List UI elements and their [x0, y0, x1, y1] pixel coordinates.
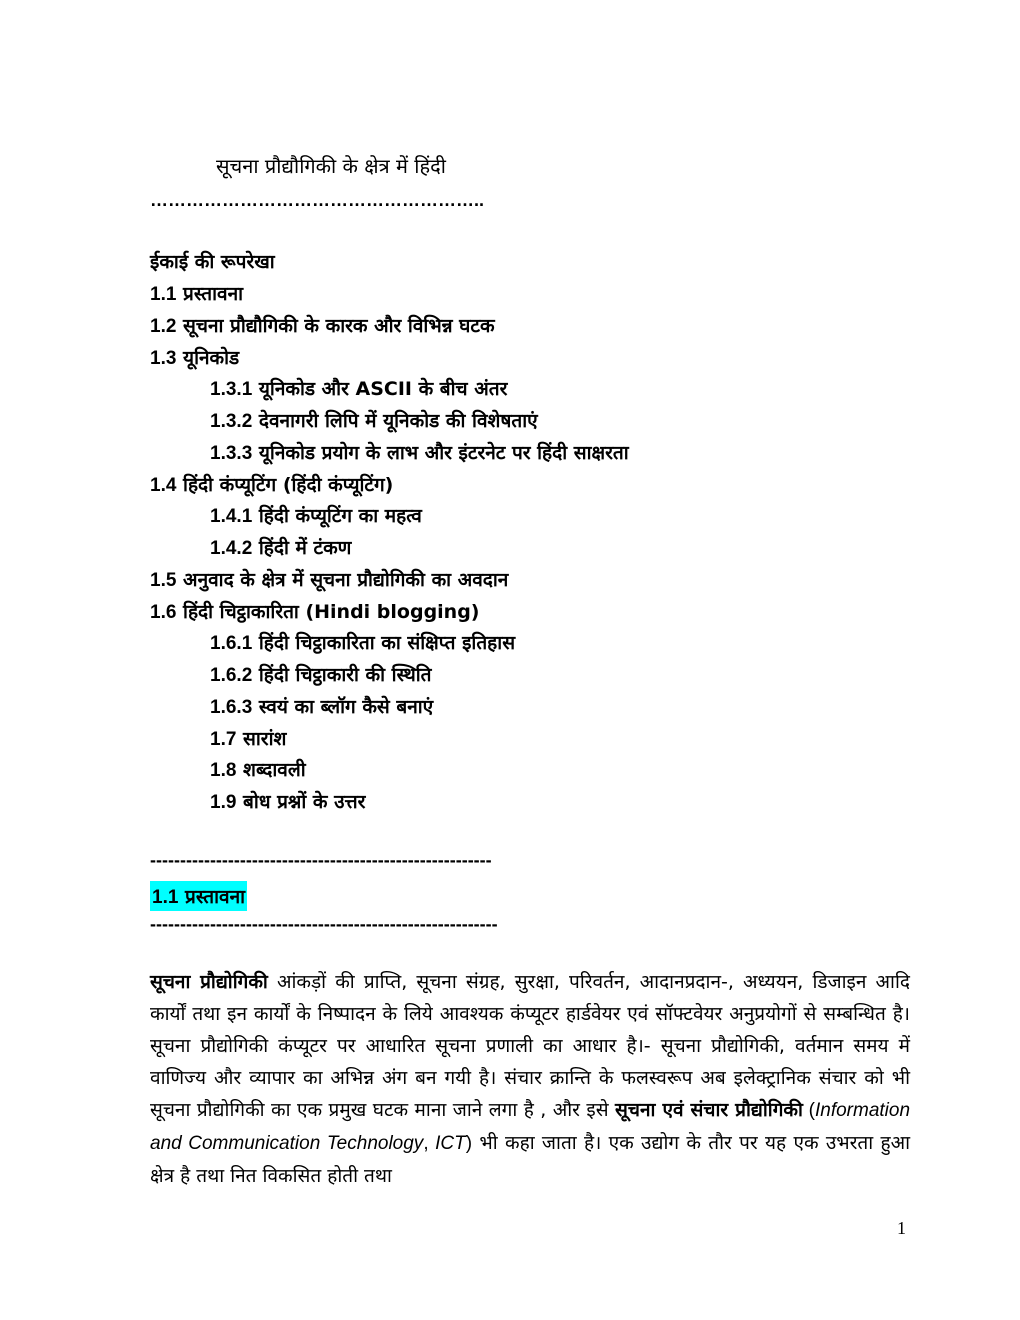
toc-item-number: 1.6.2: [210, 665, 253, 686]
toc-item: [150, 660, 850, 692]
toc-item-text: सूचना प्रौद्यौगिकी के कारक और विभिन्न घटक: [183, 314, 495, 337]
page-number: 1: [897, 1218, 906, 1238]
title-underline-dots: ………………………………………………..: [150, 190, 485, 210]
toc-item: [150, 438, 850, 470]
toc-item: [150, 533, 850, 565]
paren-close: ): [465, 1133, 473, 1154]
toc-item-text: हिंदी कंप्यूटिंग का महत्व: [258, 505, 422, 528]
toc-item-text: हिंदी चिट्ठाकारी की स्थिति: [258, 664, 432, 686]
toc-item: [150, 755, 850, 787]
paragraph-part2: भी कहा जाता है। एक उद्योग के तौर पर यह एक उभरता हुआ क्षेत्र है तथा नित विकसित होती तथा: [150, 1132, 910, 1187]
toc-item: [150, 279, 850, 311]
outline-heading: ईकाई की रूपरेखा: [150, 251, 275, 273]
toc-item-text: अनुवाद के क्षेत्र में सूचना प्रौद्योगिकी का अवदान: [183, 568, 509, 591]
english-term: Information and Communication Technology: [150, 1100, 911, 1154]
table-of-contents: [150, 279, 850, 819]
toc-item-number: 1.3: [150, 347, 177, 369]
toc-item-number: 1.3.1: [210, 379, 253, 401]
toc-item-text: यूनिकोड और ASCII के बीच अंतर: [258, 378, 508, 401]
toc-item-number: 1.8: [210, 760, 237, 782]
toc-item-text: हिंदी चिट्ठाकारिता (Hindi blogging): [183, 600, 480, 623]
toc-item-text: हिंदी में टंकण: [258, 537, 352, 559]
document-title: सूचना प्रौद्यौगिकी के क्षेत्र में हिंदी: [216, 154, 446, 178]
toc-item-text: शब्दावली: [243, 759, 306, 782]
toc-item-number: 1.2: [150, 315, 177, 337]
toc-item-text: देवनागरी लिपि में यूनिकोड की विशेषताएं: [258, 410, 538, 432]
toc-item-text: यूनिकोड: [183, 346, 240, 369]
toc-item-text: सारांश: [243, 727, 287, 750]
toc-item: [150, 311, 850, 343]
section-heading: [150, 881, 247, 911]
toc-item-number: 1.3.2: [210, 411, 253, 432]
toc-item: [150, 724, 850, 756]
term-it: सूचना प्रौद्योगिकी: [150, 971, 268, 993]
term-ict: सूचना एवं संचार प्रौद्योगिकी: [615, 1099, 803, 1121]
toc-item-number: 1.6.1: [210, 633, 253, 655]
separator-top: ---------------------------------------------------------: [150, 850, 492, 870]
toc-item: [150, 501, 850, 533]
toc-item: [150, 597, 850, 629]
toc-item-text: हिंदी कंप्यूटिंग (हिंदी कंप्यूटिंग): [183, 473, 394, 496]
toc-item-number: 1.9: [210, 792, 237, 813]
section-heading-text: प्रस्तावना: [185, 886, 246, 908]
separator-bottom: ----------------------------------------------------------: [150, 914, 498, 934]
abbr-term: ICT: [435, 1133, 466, 1154]
toc-item-number: 1.1: [150, 284, 177, 305]
section-heading-number: 1.1: [152, 887, 179, 908]
toc-item-text: बोध प्रश्नों के उत्तर: [243, 791, 366, 813]
toc-item-number: 1.6: [150, 601, 177, 623]
toc-item-number: 1.4: [150, 474, 177, 496]
toc-item-number: 1.5: [150, 569, 177, 591]
paren-open: (: [802, 1100, 815, 1121]
toc-item: [150, 470, 850, 502]
toc-item-text: स्वयं का ब्लॉग कैसे बनाएं: [258, 695, 434, 718]
toc-item-number: 1.6.3: [210, 696, 253, 718]
toc-item-number: 1.3.3: [210, 442, 253, 464]
comma: ,: [423, 1133, 436, 1154]
toc-item: [150, 406, 850, 438]
toc-item-number: 1.7: [210, 728, 237, 750]
toc-item: [150, 787, 850, 819]
paragraph-part1: आंकड़ों की प्राप्ति, सूचना संग्रह, सुरक्षा, परिवर्तन, आदानप्रदान-, अध्ययन, डिजाइन आदि कार्यों तथा इन कार्यों के निष्पादन के लिये आवश्यक कंप्यूटर हार्डवेयर एवं सॉफ्टवेयर अनुप्रयोगों से सम्बन्धित है। सूचना प्रौद्योगिकी कंप्यूटर पर आधारित सूचना प्रणाली का आधार है।- सूचना प्रौद्योगिकी, वर्तमान समय में वाणिज्य और व्यापार का अभिन्न अंग बन गयी है। संचार क्रान्ति के फलस्वरूप अब इलेक्ट्रानिक संचार को भी सूचना प्रौद्योगिकी का एक प्रमुख घटक माना जाने लगा है , और इसे: [150, 971, 910, 1121]
toc-item: [150, 374, 850, 406]
toc-item-number: 1.4.2: [210, 538, 253, 559]
toc-item: [150, 343, 850, 375]
toc-item-number: 1.4.1: [210, 506, 253, 528]
toc-item: [150, 692, 850, 724]
toc-item-text: हिंदी चिट्ठाकारिता का संक्षिप्त इतिहास: [258, 632, 516, 655]
intro-paragraph: [150, 966, 910, 1192]
toc-item: [150, 565, 850, 597]
toc-item-text: प्रस्तावना: [183, 283, 244, 305]
toc-item: [150, 628, 850, 660]
toc-item-text: यूनिकोड प्रयोग के लाभ और इंटरनेट पर हिंदी साक्षरता: [258, 441, 629, 464]
